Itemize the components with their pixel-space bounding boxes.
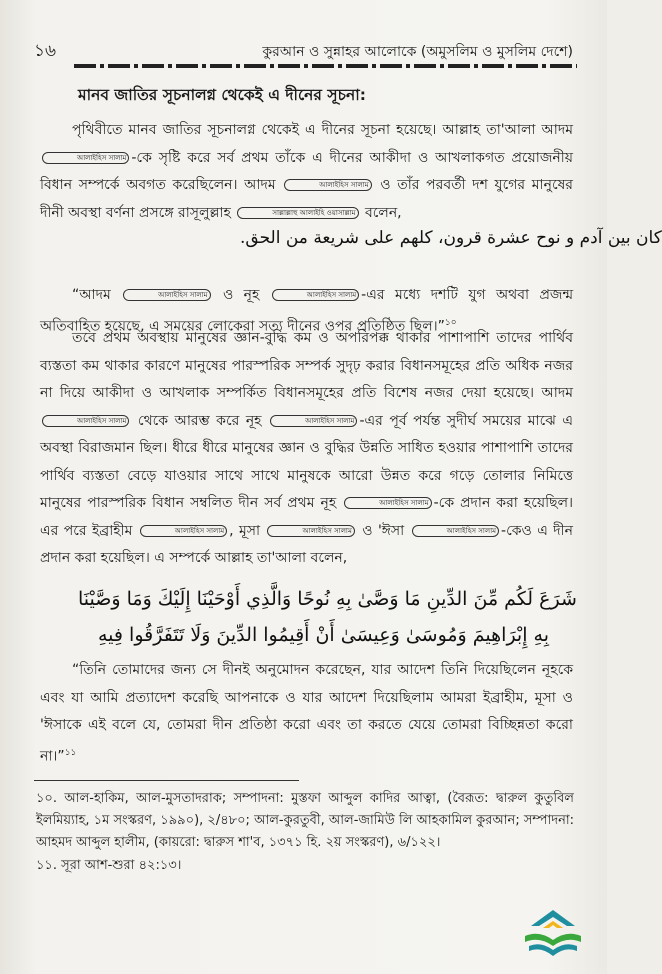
alaihis-salam-badge: আলাইহিস সালাম <box>123 289 210 301</box>
section-title: মানব জাতির সূচনালগ্ন থেকেই এ দীনের সূচনা: <box>78 86 366 104</box>
paragraph-text: -এর পূর্ব পর্যন্ত সুদীর্ঘ সময়ের মাঝে এ অবস্থা বিরাজমান ছিল। ধীরে ধীরে মানুষের জ্ঞান ও বুদ্ধির উন্নতি সাধিত হওয়ার পাশাপাশি তাদের পার্থিব ব্যস্ততা বেড়ে যাওয়ার সাথে সাথে মানুষকে আরো উন্নত করে গড়ে তোলার নিমিত্তে মানুষের পারস্পরিক বিধান সম্বলিত দীন সর্ব প্রথম নূহ <box>40 412 573 511</box>
publisher-logo-icon <box>521 908 585 960</box>
paragraph-text: , মূসা <box>229 522 261 539</box>
arabic-verse-line-2: بِهِ إِبْرَاهِيمَ وَمُوسَىٰ وَعِيسَىٰ أَنْ أَقِيمُوا الدِّينَ وَلَا تَتَفَرَّقُوا فِيهِ <box>98 624 550 646</box>
alaihis-salam-badge: আলাইহিস সালাম <box>344 497 431 509</box>
alaihis-salam-badge: আলাইহিস সালাম <box>42 415 129 427</box>
footnote-11: ১১. সূরা আশ-শুরা ৪২:১৩। <box>36 858 182 873</box>
quote-text: -এর মধ্যে দশটি যুগ অথবা প্রজন্ম অতিবাহিত হয়েছে, এ সময়ের লোকেরা সত্য দীনের ওপর প্রতিষ্ঠিত ছিল।” <box>40 287 574 335</box>
paragraph-text: তবে প্রথম অবস্থায় মানুষের জ্ঞান-বুদ্ধি কম ও অপরিপক্ক থাকার পাশাপাশি তাদের পার্থিব ব্যস্ততা কম থাকার কারণে মানুষের পারস্পরিক সম্পর্ক সুদৃঢ় করার বিধানসমূহের প্রতি অধিক নজর না দিয়ে আকীদা ও আখলাক সম্পর্কিত বিধানসমূহের প্রতি বিশেষ নজর দেয়া হয়েছে। আদম <box>40 330 573 401</box>
paragraph-2 <box>40 325 573 573</box>
page-header <box>30 36 577 64</box>
alaihis-salam-badge: আলাইহিস সালাম <box>267 525 354 537</box>
paragraph-text: থেকে আরম্ভ করে নূহ <box>137 412 262 429</box>
alaihis-salam-badge: আলাইহিস সালাম <box>270 415 357 427</box>
footnote-divider <box>34 780 299 781</box>
alaihis-salam-badge: আলাইহিস সালাম <box>412 525 499 537</box>
quote-2 <box>40 657 573 771</box>
alaihis-salam-badge: আলাইহিস সালাম <box>272 289 359 301</box>
arabic-hadith: كان بين آدم و نوح عشرة قرون، كلهم على شريعة من الحق. <box>240 228 662 248</box>
footnote-ref-11[interactable]: ১১ <box>64 747 77 758</box>
paragraph-text: পৃথিবীতে মানব জাতির সূচনালগ্ন থেকেই এ দীনের সূচনা হয়েছে। আল্লাহ তা'আলা আদম <box>72 122 573 138</box>
paragraph-text: ও 'ঈসা <box>362 522 405 539</box>
paragraph-text: -কেও এ দীন প্রদান করা হয়েছিল। এ সম্পর্কে আল্লাহ তা'আলা বলেন, <box>40 522 573 566</box>
arabic-verse-line-1: شَرَعَ لَكُم مِّنَ الدِّينِ مَا وَصَّىٰ بِهِ نُوحًا وَالَّذِي أَوْحَيْنَا إِلَيْكَ وَمَا وَصَّيْنَا <box>78 588 577 610</box>
paragraph-text: -কে প্রদান করা হয়েছিল। এর পরে ইব্রাহীম <box>40 495 574 539</box>
alaihis-salam-badge: আলাইহিস সালাম <box>140 525 227 537</box>
sallallahu-badge: সাল্লাল্লাহু আলাইহি ওয়াসাল্লাম <box>237 207 358 219</box>
paragraph-text: বলেন, <box>364 204 402 221</box>
paragraph-text: ও তাঁর পরবর্তী দশ যুগের মানুষের দীনী অবস্থা বর্ণনা প্রসঙ্গে রাসূলুল্লাহ <box>40 177 573 221</box>
footnote-ref-10[interactable]: ১০ <box>444 317 457 328</box>
footnotes <box>36 788 574 878</box>
quote-text: ও নূহ <box>222 287 260 303</box>
running-title: কুরআন ও সুন্নাহর আলোকে (অমুসলিম ও মুসলিম দেশে) <box>262 44 573 60</box>
alaihis-salam-badge: আলাইহিস সালাম <box>42 152 129 164</box>
footnote-10: ১০. আল-হাকিম, আল-মুসতাদরাক; সম্পাদনা: মুস্তফা আব্দুল কাদির আত্বা, (বৈরূত: দ্বারুল কুতুবিল ইলমিয়্যাহ, ১ম সংস্করণ, ১৯৯০), ২/৪৮০; আল-কুরতুবী, আল-জামিউ লি আহকামিল কুরআন; সম্পাদনা: আহমদ আব্দুল হালীম, (কায়রো: দ্বারুস শা'ব, ১৩৭১ হি. ২য় সংস্করণ), ৬/১২২। <box>36 791 574 850</box>
header-ornament-rule <box>74 64 577 68</box>
quote-text: “তিনি তোমাদের জন্য সে দীনই অনুমোদন করেছেন, যার আদেশ তিনি দিয়েছিলেন নূহকে এবং যা আমি প্রত্যাদেশ করেছি আপনাকে ও যার আদেশ দিয়েছিলাম আমরা ইব্রাহীম, মূসা ও 'ঈসাকে এই বলে যে, তোমরা দীন প্রতিষ্ঠা করো এবং তা করতে যেয়ে তোমরা বিচ্ছিন্নতা করো না।” <box>40 662 573 765</box>
paragraph-text: -কে সৃষ্টি করে সর্ব প্রথম তাঁকে এ দীনের আকীদা ও আখলাকগত প্রয়োজনীয় বিধান সম্পর্কে অবগত করেছিলেন। আদম <box>40 149 573 193</box>
quote-text: “আদম <box>72 287 111 303</box>
paragraph-1 <box>40 117 573 227</box>
page-number: ১৬ <box>34 41 57 61</box>
alaihis-salam-badge: আলাইহিস সালাম <box>284 179 371 191</box>
